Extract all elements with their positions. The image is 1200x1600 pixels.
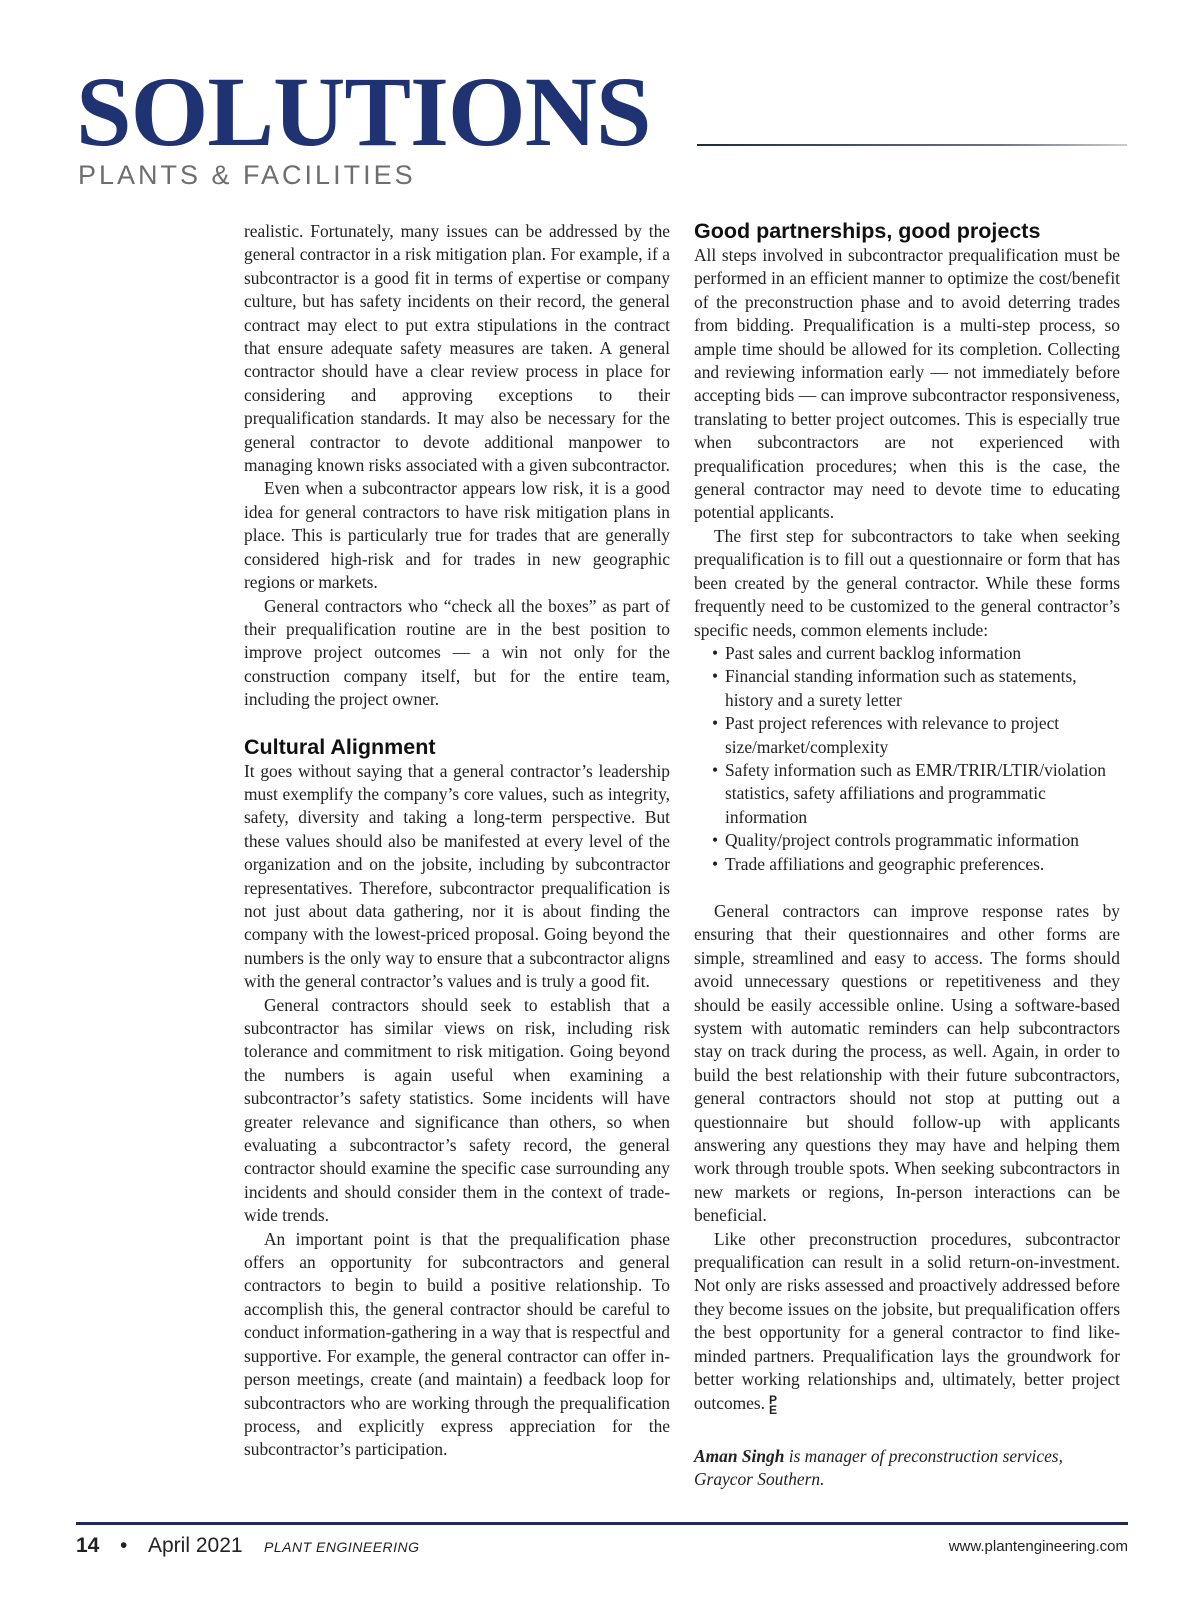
footer-divider [76,1522,1128,1525]
footer-separator: • [120,1534,128,1557]
list-item [694,853,1120,876]
header-divider [697,144,1127,146]
section-heading: Good partnerships, good projects [694,219,1041,243]
paragraph: General contractors should seek to establish that a subcontractor has similar views on risk, including risk tolerance and commitment to risk mitigation. Going beyond the numbers is again useful when examining a subcontractor’s safety statistics. Some incidents will have greater relevance and significance than others, so when evaluating a subcontractor’s safety record, the general contractor should examine the specific case surrounding any incidents and should consider them in the context of trade-wide trends. [244,994,670,1226]
author-byline [694,1445,1120,1492]
list-item [694,759,1120,829]
paragraph: General contractors who “check all the boxes” as part of their prequalification routine are in the best position to improve project outcomes — a win not only for the construction company itself, but for the entire team, including the project owner. [244,595,670,710]
bullet-icon: • [712,642,719,663]
end-mark-top: P [769,1392,778,1407]
list-item-text: Past project references with relevance to project size/market/complexity [725,713,1060,757]
list-item-text: Financial standing information such as statements, history and a surety letter [725,666,1077,710]
list-item-text: Past sales and current backlog information [725,642,1022,663]
paragraph: realistic. Fortunately, many issues can be addressed by the general contractor in a risk mitigation plan. For example, if a subcontractor is a good fit in terms of expertise or company culture, but has safety incidents on their record, the general contract may elect to put extra stipulations in the contract that ensure adequate safety measures are taken. A general contractor should have a clear review process in place for considering and approving exceptions to their prequalification standards. It may also be necessary for the general contractor to devote additional manpower to managing known risks associated with a given subcontractor. [244,221,670,476]
issue-date: April 2021 [148,1534,243,1557]
left-column [244,220,670,1462]
list-item [694,665,1120,712]
list-item-text: Quality/project controls programmatic information [725,830,1079,851]
page-footer [76,1534,1128,1564]
paragraph: An important point is that the prequalification phase offers an opportunity for subcontractors and general contractors to begin to build a positive relationship. To accomplish this, the general contractor should be careful to conduct information-gathering in a way that is respectful and supportive. For example, the general contractor can offer in-person meetings, create (and maintain) a feedback loop for subcontractors who are working through the prequalification process, and explicitly express appreciation for the subcontractor’s participation. [244,1228,670,1460]
bullet-icon: • [712,853,719,874]
list-item-text: Safety information such as EMR/TRIR/LTIR/violation statistics, safety affiliations and programmatic information [725,759,1106,827]
list-item [694,712,1120,759]
closing-text: Like other preconstruction procedures, subcontractor prequalification can result in a solid return-on-investment. Not only are risks assessed and proactively addressed before they become issues on the jobsite, but prequalification offers the best opportunity for a general contractor to find like-minded partners. Prequalification lays the groundwork for better working relationships and, ultimately, better project outcomes. [694,1228,1120,1413]
author-name: Aman Singh [694,1445,785,1466]
page-number: 14 [76,1534,100,1557]
section-heading: Cultural Alignment [244,734,436,759]
magazine-name: PLANT ENGINEERING [264,1539,420,1555]
list-item-text: Trade affiliations and geographic preferences. [725,853,1045,874]
list-item [694,642,1120,665]
paragraph: All steps involved in subcontractor prequalification must be performed in an efficient manner to optimize the cost/benefit of the preconstruction phase and to avoid deterring trades from bidding. Prequalification is a multi-step process, so ample time should be allowed for its completion. Collecting and reviewing information early — not immediately before accepting bids — can improve subcontractor responsiveness, translating to better project outcomes. This is especially true when subcontractors are not experienced with prequalification procedures; when this is the case, the general contractor may need to devote time to educating potential applicants. [694,245,1120,523]
bullet-icon: • [712,666,719,687]
paragraph [694,1228,1120,1415]
section-subtitle: PLANTS & FACILITIES [78,160,416,190]
website-url: www.plantengineering.com [948,1538,1128,1555]
pe-end-mark-icon [769,1392,778,1417]
paragraph: The first step for subcontractors to take when seeking prequalification is to fill out a questionnaire or form that has been created by the general contractor. While these forms frequently need to be customized to the general contractor’s specific needs, common elements include: [694,525,1120,640]
paragraph: Even when a subcontractor appears low risk, it is a good idea for general contractors to have risk mitigation plans in place. This is particularly true for trades that are generally considered high-risk and for trades in new geographic regions or markets. [244,478,670,593]
paragraph: General contractors can improve response rates by ensuring that their questionnaires and other forms are simple, streamlined and easy to access. The forms should avoid unnecessary questions or repetitiveness and they should be easily accessible online. Using a software-based system with automatic reminders can help subcontractors stay on track during the process, as well. Again, in order to build the best relationship with their future subcontractors, general contractors should not stop at putting out a questionnaire but should follow-up with applicants answering any questions they may have and helping them work through trouble spots. When seeking subcontractors in new markets or regions, In-person interactions can be beneficial. [694,900,1120,1226]
end-mark-bottom: E [769,1402,778,1417]
bullet-icon: • [712,830,719,851]
list-item [694,829,1120,852]
section-title: SOLUTIONS [76,56,651,167]
spacer [694,876,1120,900]
bullet-list [694,642,1120,876]
author-description: is manager of preconstruction services, Graycor Southern. [694,1445,1063,1490]
bullet-icon: • [712,759,719,780]
paragraph: It goes without saying that a general contractor’s leadership must exemplify the company’s core values, such as integrity, safety, diversity and taking a long-term perspective. But these values should also be manifested at every level of the organization and on the jobsite, including by subcontractor representatives. Therefore, subcontractor prequalification is not just about data gathering, nor it is about finding the company with the lowest-priced proposal. Going beyond the numbers is the only way to ensure that a subcontractor aligns with the general contractor’s values and is truly a good fit. [244,760,670,992]
right-column [694,220,1120,1492]
bullet-icon: • [712,713,719,734]
